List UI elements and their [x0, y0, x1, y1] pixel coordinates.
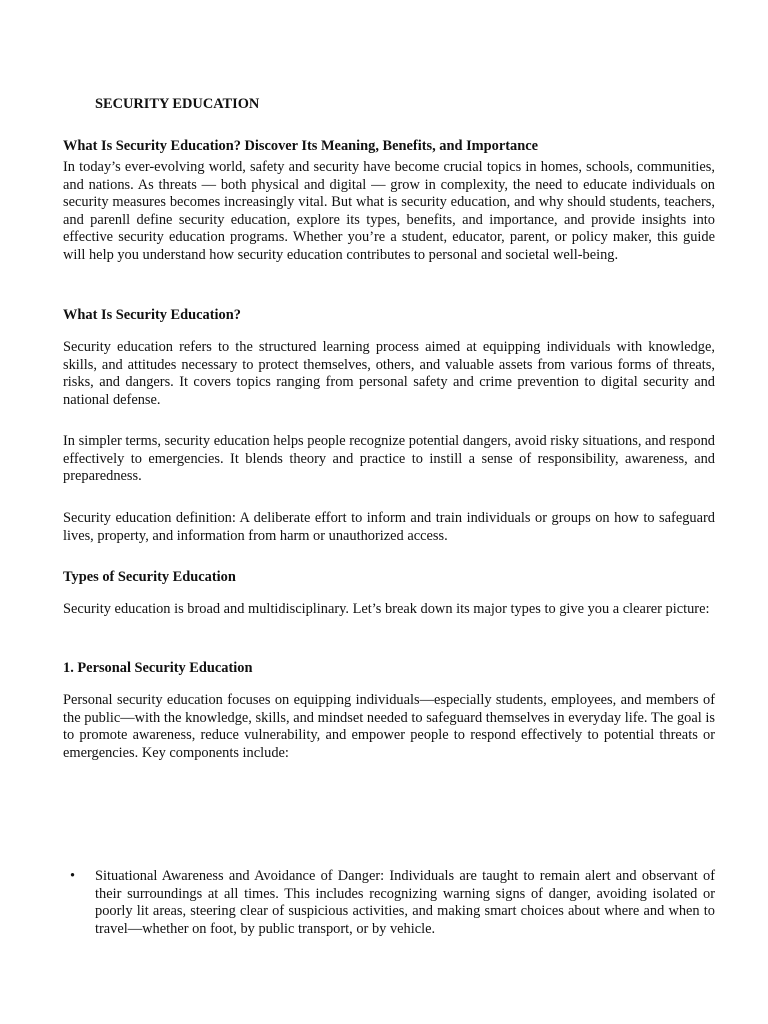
- bullet-marker: •: [70, 868, 76, 884]
- personal-security-paragraph: Personal security education focuses on equipping individuals—especially students, employees, and members of the public—with the knowledge, skills, and mindset needed to safeguard themselves in everyday life. The goal is to promote awareness, reduce vulnerability, and empower people to respond effectively to potential threats or emergencies. Key components include:: [63, 692, 715, 761]
- formal-definition-paragraph: Security education definition: A deliberate effort to inform and train individuals or groups on how to safeguard lives, property, and information from harm or unauthorized access.: [63, 510, 715, 544]
- section-heading-what-is: What Is Security Education?: [63, 307, 241, 323]
- key-components-list: [63, 868, 715, 938]
- section-heading-personal-security: 1. Personal Security Education: [63, 660, 253, 676]
- intro-paragraph: In today’s ever-evolving world, safety and security have become crucial topics in homes, schools, communities, and nations. As threats — both physical and digital — grow in complexity, the need to educate individuals on security measures becomes increasingly vital. But what is security education, and why should students, teachers, and parenll define security education, explore its types, benefits, and importance, and provide insights into effective security education programs. Whether you’re a student, educator, parent, or policy maker, this guide will help you understand how security education contributes to personal and societal well-being.: [63, 159, 715, 263]
- list-item: [63, 868, 715, 938]
- list-item-text: Situational Awareness and Avoidance of Danger: Individuals are taught to remain alert and observant of their surroundings at all times. This includes recognizing warning signs of danger, avoiding isolated or poorly lit areas, steering clear of suspicious activities, and making smart choices about where and when to travel—whether on foot, by public transport, or by vehicle.: [95, 868, 715, 937]
- main-heading: What Is Security Education? Discover Its Meaning, Benefits, and Importance: [63, 138, 539, 154]
- types-intro-paragraph: Security education is broad and multidisciplinary. Let’s break down its major types to give you a clearer picture:: [63, 601, 710, 617]
- section-heading-types: Types of Security Education: [63, 569, 236, 585]
- simpler-terms-paragraph: In simpler terms, security education helps people recognize potential dangers, avoid risky situations, and respond effectively to emergencies. It blends theory and practice to instill a sense of responsibility, awareness, and preparedness.: [63, 433, 715, 485]
- document-title: SECURITY EDUCATION: [95, 96, 260, 112]
- definition-paragraph: Security education refers to the structured learning process aimed at equipping individuals with knowledge, skills, and attitudes necessary to protect themselves, others, and valuable assets from various forms of threats, risks, and dangers. It covers topics ranging from personal safety and crime prevention to digital security and national defense.: [63, 339, 715, 408]
